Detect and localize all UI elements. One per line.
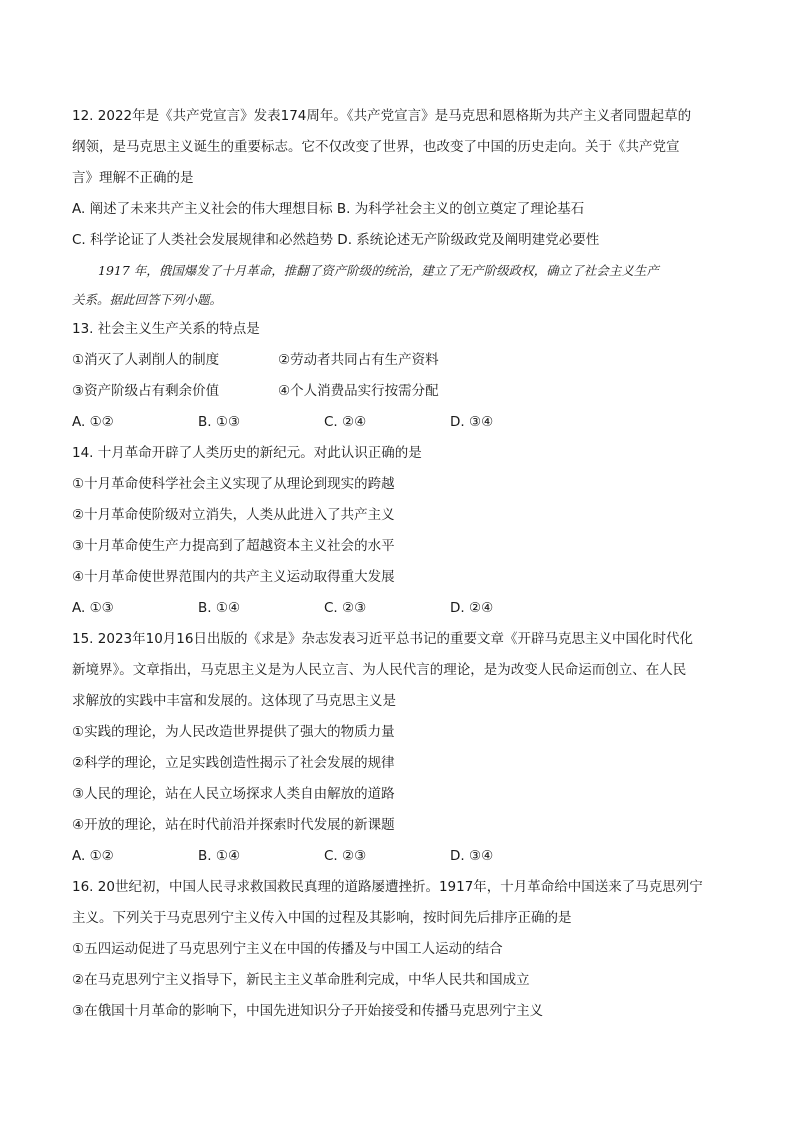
statement-item: ②科学的理论，立足实践创造性揭示了社会发展的规律 bbox=[72, 755, 395, 771]
question-15 bbox=[72, 624, 722, 872]
material-intro bbox=[72, 256, 722, 314]
statement-item: ④十月革命使世界范围内的共产主义运动取得重大发展 bbox=[72, 569, 395, 585]
option-b: B. ①④ bbox=[198, 600, 241, 616]
option-c: C. ②④ bbox=[324, 414, 367, 430]
option-a: A. ①② bbox=[72, 848, 114, 864]
option-line-cd: C. 科学论证了人类社会发展规律和必然趋势 D. 系统论述无产阶级政党及阐明建党必要性 bbox=[72, 232, 600, 248]
statement-item: ④个人消费品实行按需分配 bbox=[278, 383, 439, 399]
answer-options bbox=[72, 407, 722, 438]
statement-item: ①十月革命使科学社会主义实现了从理论到现实的跨越 bbox=[72, 476, 395, 492]
statement-item: ③资产阶级占有剩余价值 bbox=[72, 383, 220, 399]
statement-item: ②十月革命使阶级对立消失，人类从此进入了共产主义 bbox=[72, 507, 395, 523]
question-stem: 13. 社会主义生产关系的特点是 bbox=[72, 321, 260, 337]
option-d: D. ③④ bbox=[450, 414, 494, 430]
question-stem-line: 言》理解不正确的是 bbox=[72, 170, 194, 186]
question-stem-line: 主义。下列关于马克思列宁主义传入中国的过程及其影响，按时间先后排序正确的是 bbox=[72, 910, 572, 926]
question-stem-line: 15. 2023年10月16日出版的《求是》杂志发表习近平总书记的重要文章《开辟马克思主义中国化时代化 bbox=[72, 631, 693, 647]
statement-item: ①五四运动促进了马克思列宁主义在中国的传播及与中国工人运动的结合 bbox=[72, 941, 503, 957]
statement-item: ④开放的理论，站在时代前沿并探索时代发展的新课题 bbox=[72, 817, 395, 833]
question-stem-line: 求解放的实践中丰富和发展的。这体现了马克思主义是 bbox=[72, 693, 396, 709]
question-stem-line: 新境界》。文章指出，马克思主义是为人民立言、为人民代言的理论，是为改变人民命运而创立、在人民 bbox=[72, 662, 687, 678]
question-13 bbox=[72, 314, 722, 438]
question-12 bbox=[72, 101, 722, 256]
option-c: C. ②③ bbox=[324, 600, 367, 616]
material-line: 1917 年，俄国爆发了十月革命，推翻了资产阶级的统治，建立了无产阶级政权，确立了社会主义生产 bbox=[98, 263, 659, 278]
statement-item: ①实践的理论，为人民改造世界提供了强大的物质力量 bbox=[72, 724, 395, 740]
question-stem: 14. 十月革命开辟了人类历史的新纪元。对此认识正确的是 bbox=[72, 445, 422, 461]
option-d: D. ③④ bbox=[450, 848, 494, 864]
statement-row bbox=[72, 345, 722, 376]
question-16 bbox=[72, 872, 722, 1027]
answer-options bbox=[72, 593, 722, 624]
statement-item: ③十月革命使生产力提高到了超越资本主义社会的水平 bbox=[72, 538, 395, 554]
option-c: C. ②③ bbox=[324, 848, 367, 864]
statement-item: ③在俄国十月革命的影响下，中国先进知识分子开始接受和传播马克思列宁主义 bbox=[72, 1003, 544, 1019]
answer-options bbox=[72, 841, 722, 872]
page-content bbox=[72, 101, 722, 1027]
question-14 bbox=[72, 438, 722, 624]
statement-item: ②在马克思列宁主义指导下，新民主主义革命胜利完成，中华人民共和国成立 bbox=[72, 972, 530, 988]
option-line-ab: A. 阐述了未来共产主义社会的伟大理想目标 B. 为科学社会主义的创立奠定了理论基石 bbox=[72, 201, 585, 217]
option-b: B. ①③ bbox=[198, 414, 241, 430]
statement-item: ②劳动者共同占有生产资料 bbox=[278, 352, 439, 368]
material-line: 关系。据此回答下列小题。 bbox=[72, 292, 223, 307]
option-a: A. ①③ bbox=[72, 600, 114, 616]
statement-item: ①消灭了人剥削人的制度 bbox=[72, 352, 220, 368]
statement-item: ③人民的理论，站在人民立场探求人类自由解放的道路 bbox=[72, 786, 395, 802]
option-b: B. ①④ bbox=[198, 848, 241, 864]
question-stem-line: 16. 20世纪初，中国人民寻求救国救民真理的道路屡遭挫折。1917年，十月革命给中国送来了马克思列宁 bbox=[72, 879, 703, 895]
statement-row bbox=[72, 376, 722, 407]
question-stem-line: 12. 2022年是《共产党宣言》发表174周年。《共产党宣言》是马克思和恩格斯为共产主义者同盟起草的 bbox=[72, 108, 692, 124]
question-stem-line: 纲领，是马克思主义诞生的重要标志。它不仅改变了世界，也改变了中国的历史走向。关于《共产党宣 bbox=[72, 139, 680, 155]
option-a: A. ①② bbox=[72, 414, 114, 430]
option-d: D. ②④ bbox=[450, 600, 494, 616]
